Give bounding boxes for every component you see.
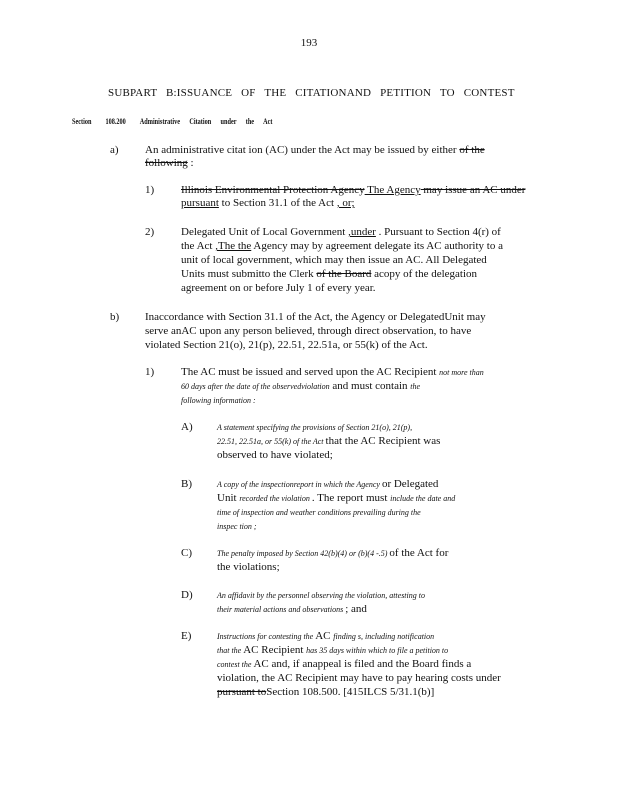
item-b-line2-text: Unit bbox=[217, 492, 240, 504]
item-e-line3-italic: contest the bbox=[217, 660, 254, 669]
item-a-line1-italic: A statement specifying the provisions of Section 21(o), 21(p), bbox=[217, 423, 413, 432]
para-a1-inserted-agency: The Agency bbox=[364, 184, 421, 196]
para-a2-line3: unit of local government, which may then issue an AC. All Delegated bbox=[181, 254, 487, 266]
para-a2-line5: agreement on or before July 1 of every year. bbox=[181, 282, 376, 294]
item-d-line2 bbox=[217, 603, 367, 615]
item-c-line1 bbox=[217, 547, 448, 559]
para-a2-line1-before: Delegated Unit of Local Government bbox=[181, 226, 349, 238]
item-e-line5 bbox=[217, 686, 434, 698]
item-a-line2-italic: 22.51, 22.51a, or 55(k) of the Act bbox=[217, 437, 326, 446]
item-a-line3: observed to have violated; bbox=[217, 449, 333, 461]
para-a2-line4-before: Units must submitto the Clerk bbox=[181, 268, 317, 280]
para-b1-line2-text: and must contain bbox=[329, 380, 411, 392]
para-b1-line2-italic: 60 days after the date of the observedviolation bbox=[181, 382, 330, 391]
item-b-line1-text: or Delegated bbox=[381, 478, 439, 490]
item-a-label: A) bbox=[181, 421, 193, 433]
para-a2-line4-struck: of the Board bbox=[316, 268, 372, 280]
item-b-line4-italic: inspec tion ; bbox=[217, 522, 257, 531]
item-d-line1 bbox=[217, 589, 425, 601]
item-e-label: E) bbox=[181, 630, 192, 642]
item-e-line5-struck: pursuant to bbox=[217, 686, 267, 698]
para-a1-struck-may-issue: may issue an AC under bbox=[420, 184, 526, 196]
para-a-struck-text: of the following bbox=[145, 144, 485, 169]
para-a1-struck-agency: Illinois Environmental Protection Agency bbox=[181, 184, 365, 196]
para-a2-line1-after: . Pursuant to Section 4(r) of bbox=[375, 226, 501, 238]
para-a2-line4 bbox=[181, 268, 477, 280]
item-b-line1-italic: A copy of the inspectionreport in which the Agency bbox=[217, 480, 382, 489]
para-a1-label: 1) bbox=[145, 184, 155, 196]
item-b-line2-text-2: . The report must bbox=[311, 492, 391, 504]
para-b-line3: violated Section 21(o), 21(p), 22.51, 22.51a, or 55(k) of the Act. bbox=[145, 339, 428, 351]
item-d-line2-text: ; and bbox=[345, 603, 367, 615]
para-b-line1: Inaccordance with Section 31.1 of the Act, the Agency or DelegatedUnit may bbox=[145, 311, 486, 323]
para-b1-line1-text: The AC must be issued and served upon the AC Recipient bbox=[181, 366, 440, 378]
para-a-text-before: An administrative citat ion (AC) under the Act may be issued by either bbox=[145, 144, 460, 156]
item-a-line2-text: that the AC Recipient was bbox=[325, 435, 441, 447]
para-b-label: b) bbox=[110, 311, 120, 323]
item-d-label: D) bbox=[181, 589, 193, 601]
para-b1-line2 bbox=[181, 380, 420, 392]
item-d-line1-italic: An affidavit by the personnel observing the violation, attesting to bbox=[217, 591, 425, 600]
subpart-title: SUBPART B:ISSUANCE OF THE CITATIONAND PETITION TO CONTEST bbox=[108, 87, 515, 99]
item-e-line2-italic-2: has 35 days within which to file a petition to bbox=[306, 646, 449, 655]
item-a-line1 bbox=[217, 421, 412, 433]
item-e-line1-text: AC bbox=[315, 630, 334, 642]
item-b-label: B) bbox=[181, 478, 192, 490]
para-a-label: a) bbox=[110, 144, 119, 156]
item-e-line1-italic-2: finding s, including notification bbox=[333, 632, 435, 641]
item-e-line1-italic: Instructions for contesting the bbox=[217, 632, 316, 641]
para-a2-line2-inserted: ,The the bbox=[215, 240, 252, 252]
item-b-line1 bbox=[217, 478, 438, 490]
para-a-text bbox=[145, 144, 525, 170]
para-a2-label: 2) bbox=[145, 226, 155, 238]
para-a2-line2-after: Agency may by agreement delegate its AC authority to a bbox=[251, 240, 503, 252]
para-a1-text bbox=[181, 184, 536, 210]
item-c-label: C) bbox=[181, 547, 192, 559]
item-c-line1-text: of the Act for bbox=[389, 547, 449, 559]
para-b1-label: 1) bbox=[145, 366, 155, 378]
para-b1-line1 bbox=[181, 366, 484, 378]
para-a2-line4-after: acopy of the delegation bbox=[371, 268, 478, 280]
item-c-line2: the violations; bbox=[217, 561, 280, 573]
item-e-line2-italic: that the bbox=[217, 646, 244, 655]
item-b-line2-italic: recorded the violation bbox=[239, 494, 312, 503]
item-b-line4 bbox=[217, 520, 257, 532]
item-e-line3-text: AC and, if anappeal is filed and the Board finds a bbox=[253, 658, 472, 670]
para-a1-text-body: to Section 31.1 of the Act bbox=[218, 197, 337, 209]
para-b1-line3-italic: following information : bbox=[181, 396, 256, 405]
section-title: Administrative Citation under the Act bbox=[139, 117, 273, 126]
item-e-line4: violation, the AC Recipient may have to pay hearing costs under bbox=[217, 672, 501, 684]
item-a-line2 bbox=[217, 435, 440, 447]
para-a1-inserted-pursuant: pursuant bbox=[181, 197, 219, 209]
section-heading bbox=[72, 117, 286, 126]
item-b-line2 bbox=[217, 492, 455, 504]
section-number: 108.200 bbox=[105, 117, 126, 126]
item-e-line5-text: Section 108.500. [415ILCS 5/31.1(b)] bbox=[266, 686, 435, 698]
para-a1-inserted-or: , or; bbox=[336, 197, 355, 209]
item-b-line3-italic: time of inspection and weather conditions prevailing during the bbox=[217, 508, 421, 517]
para-b-line2: serve anAC upon any person believed, through direct observation, to have bbox=[145, 325, 472, 337]
para-a2-line1-inserted: ,under bbox=[348, 226, 376, 238]
para-b1-line3 bbox=[181, 394, 256, 406]
para-a2-line2 bbox=[181, 240, 503, 252]
para-a2-line2-before: the Act bbox=[181, 240, 216, 252]
para-b1-line2-italic-2: the bbox=[410, 382, 421, 391]
para-a2-line1 bbox=[181, 226, 501, 238]
item-e-line1 bbox=[217, 630, 434, 642]
item-e-line3 bbox=[217, 658, 471, 670]
para-a-text-after: : bbox=[187, 157, 194, 169]
section-label: Section bbox=[72, 117, 92, 126]
item-e-line2-text: AC Recipient bbox=[243, 644, 307, 656]
para-b1-line1-italic: not more than bbox=[439, 368, 484, 377]
item-b-line3 bbox=[217, 506, 421, 518]
item-e-line2 bbox=[217, 644, 448, 656]
item-b-line2-italic-2: include the date and bbox=[390, 494, 456, 503]
item-c-line1-italic: The penalty imposed by Section 42(b)(4) or (b)(4 -.5) bbox=[217, 549, 390, 558]
item-d-line2-italic: their material actions and observations bbox=[217, 605, 346, 614]
page-number: 193 bbox=[300, 37, 318, 49]
